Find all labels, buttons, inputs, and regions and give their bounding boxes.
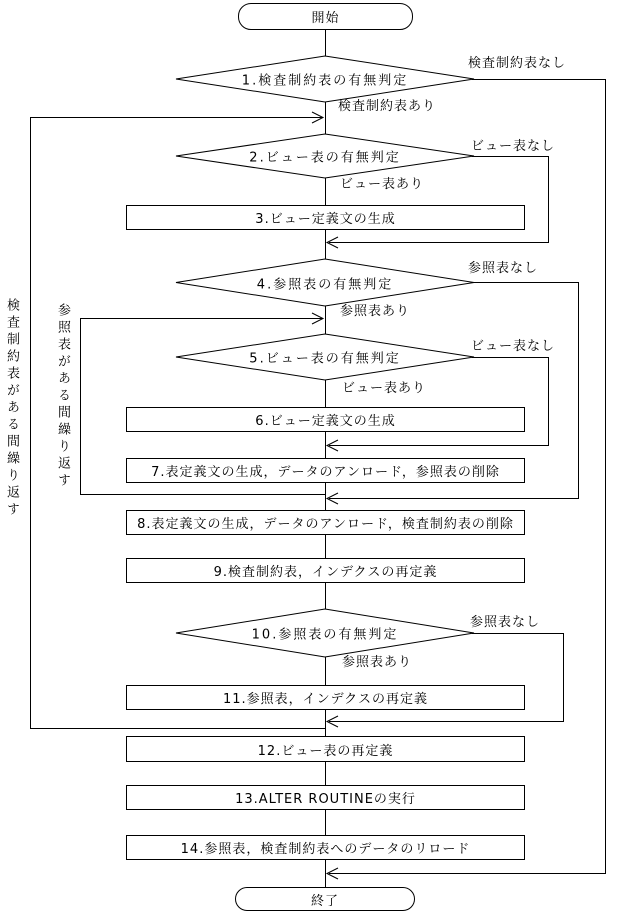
decision-4 <box>175 258 475 307</box>
process-7 <box>126 458 525 483</box>
terminal-end-label: 終了 <box>310 893 339 909</box>
edge-label-decision-10-yes: 参照表あり <box>342 655 413 670</box>
edge-label-decision-1-yes: 検査制約表あり <box>338 99 437 114</box>
process-7-label: 7.表定義文の生成，データのアンロード，参照表の削除 <box>151 465 500 480</box>
decision-1 <box>175 55 475 103</box>
edge-label-decision-1-no: 検査制約表なし <box>468 56 567 71</box>
loop-label-inner: 参照表がある間繰り返す <box>55 303 70 490</box>
decision-5-label: 5.ビュー表の有無判定 <box>249 351 401 367</box>
process-8 <box>126 510 525 535</box>
process-8-label: 8.表定義文の生成，データのアンロード，検査制約表の削除 <box>137 517 514 532</box>
terminal-start <box>238 3 413 30</box>
edge-label-decision-2-no: ビュー表なし <box>471 139 556 154</box>
terminal-end <box>235 887 415 911</box>
process-13-label: 13.ALTER ROUTINEの実行 <box>235 792 416 807</box>
edge-label-decision-4-yes: 参照表あり <box>340 304 411 319</box>
process-11 <box>126 685 525 710</box>
process-6 <box>126 407 525 432</box>
process-14 <box>126 835 525 860</box>
decision-4-label: 4.参照表の有無判定 <box>256 277 394 292</box>
decision-2-label: 2.ビュー表の有無判定 <box>249 150 401 166</box>
process-9-label: 9.検査制約表，インデクスの再定義 <box>213 565 438 580</box>
decision-10 <box>175 608 475 658</box>
edge-label-decision-4-no: 参照表なし <box>468 261 539 276</box>
process-6-label: 6.ビュー定義文の生成 <box>255 414 396 429</box>
edge-label-decision-5-yes: ビュー表あり <box>342 381 427 396</box>
decision-10-label: 10.参照表の有無判定 <box>251 627 399 643</box>
process-9 <box>126 558 525 583</box>
process-12-label: 12.ビュー表の再定義 <box>257 743 394 759</box>
edge-label-decision-10-no: 参照表なし <box>470 615 541 630</box>
process-12 <box>126 736 525 762</box>
terminal-start-label: 開始 <box>311 11 340 26</box>
process-3 <box>126 205 525 230</box>
process-11-label: 11.参照表，インデクスの再定義 <box>222 692 429 707</box>
decision-1-label: 1.検査制約表の有無判定 <box>241 73 409 89</box>
edge-label-decision-2-yes: ビュー表あり <box>340 177 425 192</box>
edge-label-decision-5-no: ビュー表なし <box>471 339 556 354</box>
loop-label-outer: 検査制約表がある間繰り返す <box>4 298 19 519</box>
process-14-label: 14.参照表，検査制約表へのデータのリロード <box>180 842 471 857</box>
decision-2 <box>175 133 475 179</box>
decision-5 <box>175 333 475 381</box>
process-3-label: 3.ビュー定義文の生成 <box>255 212 396 227</box>
process-13 <box>126 785 525 810</box>
